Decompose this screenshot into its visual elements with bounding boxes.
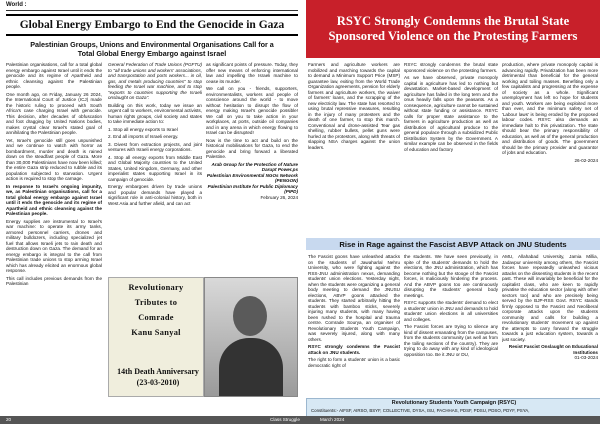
paragraph: as significant points of pressure. Today, they offer new means of enforcing international law and impelling the Israeli machine to cease its murder.: [206, 62, 298, 84]
paragraph: RSYC supports the students' demand to elect a students' union in JNU and demands to hold students' union elections in all universities and colleges.: [404, 300, 498, 322]
paragraph: AMU, Allahabad University, Jamia Millia, Jadavpur university among others, the Fascist forces have repeatedly unleashed vicious attacks on the dissenting students in the recent past. These will invariably be beneficial for the capitalist class, who are keen to rapidly privatise the education sector (along with other sectors too) and who are precisely being served by the BJP-RSS Govt. RSYC stands firmly opposed to the Fascist and Neoliberal corporate attacks upon the students community and calls for building a revolutionary students' movement up against the attempts to carry forward the struggle towards a just education system, towards a just society.: [502, 254, 598, 342]
paragraph: RSYC strongly condemns the Fascist attack on JNU students.: [308, 344, 400, 355]
right-headline-line1: RSYC Strongly Condemns the Brutal State: [336, 14, 570, 28]
rise-column-2: [404, 254, 498, 396]
paragraph: production, where private monopoly capital is advancing rapidly. Privatization has been more detrimental than beneficial for the general working and toiling masses. Benefiting only a few capitalists and progressing at the expense of society as a whole. Significant unemployment has left no hope for students and youth. Workers are being exploited more than ever, and the minimum safety net of 'Labour laws' is being eroded by the proposed labour codes. RSYC also demands an immediate halt to this privatization. The state should bear the primary responsibility of education, as well as of the general production and distribution of goods. The government should be the primary provider and guarantor of jobs and education.: [502, 62, 598, 155]
rsyc-box: [306, 398, 600, 417]
tribute-line: Kanu Sanyal: [131, 328, 181, 337]
paragraph: General Federation of Trade Unions (PGFTU) to "all trade unions and workers' associations, and transportation and ports workers... in oil, gas, and metals producing countries" to stop feeding the Israel war machine, and to stop "exports to countries supporting the Israeli onslaught on Gaza".: [108, 62, 202, 100]
left-column-3: [206, 62, 298, 274]
tribute-line: Revolutionary: [128, 283, 184, 292]
rsyc-title: Revolutionary Students Youth Campaign (RSYC): [391, 400, 517, 406]
right-headline-banner: [306, 0, 600, 58]
left-subhead: [10, 40, 294, 58]
section-rule: [6, 10, 298, 11]
paragraph: Farmers and agriculture workers are mobilized and marching towards the capital to demand a Minimum Support Price (MSP) guarantee law, exiting from the World Trade Organization agreements, pension for elderly farmers and agriculture workers, the waiver of farmers' loans, and the scrapping of the new electricity law. The state has resorted to using brutal repressive measures, resulting in the injury of many protesters and the death of one farmer, to stop this march. Conventional and drone-assisted Tear gas shelling, rubber bullets, pellet guns were hurled at the protestors, along with threats of slapping NSA charges against the union leaders.: [308, 62, 400, 150]
signatory: Darupt Power.ps: [261, 167, 298, 172]
paragraph: One month ago, on Friday, January 26 2024, the International Court of Justice (ICJ) made the historic ruling to proceed with South Africa's case charging Israel with genocide. This decision, after decades of obfuscation and foot dragging by United Nations bodies, makes crystal clear Israel's stated goal of annihilating the Palestinian people.: [6, 91, 102, 135]
portrait-body: [219, 338, 283, 396]
article-date: 01-03-2024: [574, 355, 598, 360]
paragraph: The right to form a students' union is a basic democratic right of: [308, 357, 400, 368]
paragraph: In response to Israel's ongoing impunity, we, as Palestinian organisations, call for a total global energy embargo against Israel until it ends the genocide and its regime of Apartheid and ethnic cleansing against the Palestinian people.: [6, 183, 102, 216]
left-subhead-line2: Total Global Energy Embargo against Israel: [77, 49, 227, 58]
paragraph: RSYC strongly condemns the brutal state sponsored violence on the protesting farmers.: [404, 62, 498, 73]
list-item: 1. Stop all energy exports to Israel: [108, 126, 178, 132]
anniversary-caption: [108, 366, 208, 388]
paragraph: The Fascist forces are trying to silence any kind of dissent emanating from the campuses, from the students community (as well as from the toiling sections of the country). They are trying to do away with any kind of ideological opposition too. Be it JNU or DU,: [404, 324, 498, 357]
paragraph: the students. We have seen previously, in spite of the students' demands to hold the elections, the JNU administration, which has become nothing but the stooge of the Fascist forces, is maliciously hindering the process. And the ABVP goons too are continuously disrupting the students' general body meetings.: [404, 254, 498, 298]
anniversary-line: 14th Death Anniversary: [117, 367, 199, 376]
left-column-2: [108, 62, 202, 274]
anniversary-date: (23-03-2010): [136, 378, 180, 387]
left-headline: Global Energy Embargo to End the Genocide in Gaza: [6, 14, 298, 36]
tribute-text: [113, 280, 199, 340]
list-item: 4. Stop all energy exports from Middle East and Global Majority countries to the United States, United Kingdom, Germany, and other imperialist states supporting Israel in its campaign of genocide.: [108, 154, 202, 182]
list-item: 2. End all imports of Israeli energy.: [108, 134, 179, 139]
right-column-2: [404, 62, 498, 236]
portrait-photo: [204, 277, 298, 397]
signature: Resist Fascist Onslaught on Educational Institutions: [508, 344, 598, 355]
publication-name: Class Struggle: [270, 417, 300, 422]
paragraph: Energy embargoes driven by trade unions and popular demands have played a significant role in anti-colonial history, both in West Asia and further afield, and can act: [108, 184, 202, 206]
tribute-line: Comrade: [138, 313, 174, 322]
paragraph: Now is the time to act and build on the historical mobilisations for Gaza, to end the genocide and bring forward a liberated Palestine.: [206, 137, 298, 159]
paragraph: We call on you - friends, supporters, environmentalists, workers and people of conscience around the world - to move without hesitation to disrupt the flow of energy making Israel's genocide possible! We call on you to take action in your workplaces, at ports, outside oil companies and in any arena in which energy flowing to Israel can be disrupted!: [206, 86, 298, 135]
signatory: Palestinian Environmental NGOs Network (PENGON): [206, 172, 298, 183]
signatory: Palestinian Institute for Public Diplomacy (PIPD): [207, 183, 298, 194]
paragraph: Building on this work, today we issue an urgent call to workers, environmental activists, human rights groups, civil society and states to take immediate action to:: [108, 102, 202, 124]
portrait-head: [233, 296, 267, 336]
left-subhead-line1: Palestinian Groups, Unions and Environmental Organisations Call for a: [30, 40, 274, 49]
rise-column-3: [502, 254, 598, 396]
tribute-line: Tributes to: [134, 298, 178, 307]
paragraph: Palestinian organisations, call for a total global energy embargo against Israel until it ends the genocide and its regime of Apartheid and ethnic cleansing against the Palestinian people.: [6, 62, 102, 89]
right-headline-line2: Sponsored Violence on the Protesting Farmers: [328, 29, 578, 43]
rise-headline: Rise in Rage against the Fascist ABVP Attack on JNU Students: [306, 238, 600, 250]
article-date: February 26, 2024: [260, 194, 298, 200]
paragraph: Yet, Israel's genocide still goes unpunished and we continue to watch with horror as bombardment, murder and death is rained down on the steadfast people of Gaza. More than 30,000 Palestinians have now been killed; the entire Gaza strip reduced to rubble and its population subjected to starvation. Urgent action is required to stop the carnage.: [6, 137, 102, 181]
paragraph: As we have observed, private monopoly capital in agriculture has led to nothing but devastation. Market-based development of agriculture has failed in the long term and the onus heavily falls upon the peasants. As a consequence, agriculture cannot be sustained without state funding or assistance. RSYC calls for proper state assistance to the farmers in agriculture production as well as distribution of agricultural produce to the general populace through a subsidized Public Distribution System by the Government. A similar example can be observed in the fields of education and factory: [404, 75, 498, 152]
article-date: 26-02-2024: [574, 157, 598, 163]
paragraph: This call includes previous demands from the Palestinian: [6, 275, 102, 286]
signatory: Arab Group for the Protection of Nature: [211, 161, 298, 167]
section-label: World :: [6, 2, 27, 8]
rsyc-constituents: Constituents:- AIFSF, AIRSO, BSYF, COLLECTIVE, DYSA, ISU, PACHHAS, PDSF, PDSU, PDSO, PDYF, PSYA,: [311, 408, 530, 413]
issue-date: March 2024: [320, 417, 345, 422]
paragraph: Energy supplies are instrumental to Israel's war machine: to operate its army tanks, armored personnel carriers, drones and military bulldozers, including specialized jet fuel that allows Israeli jets to rain death and destruction down on Gaza. The demand for an energy embargo is integral to the call from Palestinian trade unions to stop arming Israel which has already elicited an enormous global response.: [6, 218, 102, 273]
page-footer: [0, 416, 600, 424]
list-item: 3. Divest from extraction projects, and joint ventures with Israeli energy corporations.: [108, 141, 202, 152]
right-column-1: [308, 62, 400, 236]
rise-column-1: [308, 254, 400, 396]
left-column-1: [6, 62, 102, 416]
page-number: 20: [6, 417, 12, 422]
right-column-3: [502, 62, 598, 236]
paragraph: The Fascist goons have unleashed attacks on the students of Jawaharlal Nehru University, who were fighting against the RSS-JNU administration nexus, demanding students' union elections. Yesterday night, when the students were organizing a general body meeting to demand the JNUSU elections, ABVP goons attacked the students. They started arbitrarily hitting the students with bamboo sticks, severely injuring many students, with many having been rushed to the hospital and trauma centre. Comrade Sourya, an organiser of Revolutionary Students Youth Campaign, was severely injured, along with many others.: [308, 254, 400, 342]
